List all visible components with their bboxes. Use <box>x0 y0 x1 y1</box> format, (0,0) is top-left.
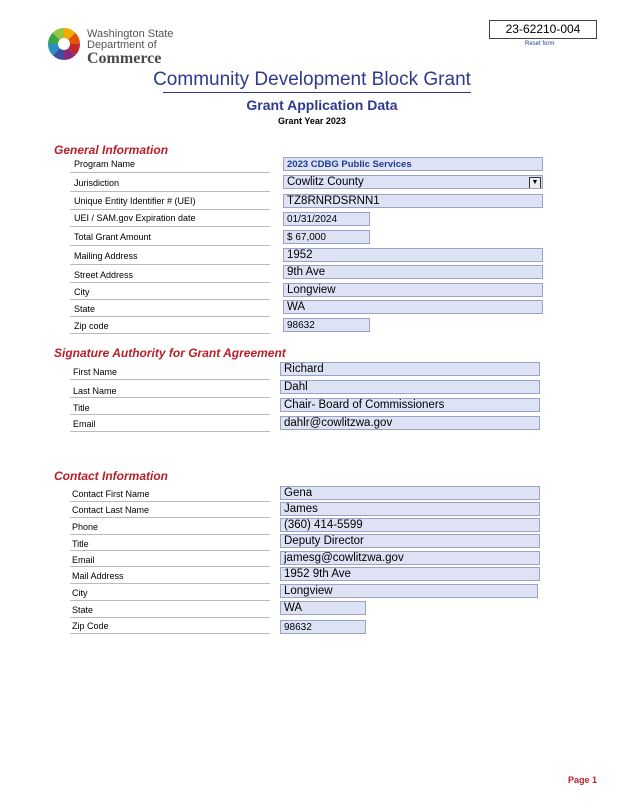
agency-name <box>87 29 173 67</box>
label-rule <box>70 501 270 502</box>
label-rule <box>70 299 270 300</box>
commerce-logo-icon <box>47 27 81 61</box>
zip-field[interactable]: 98632 <box>283 318 370 332</box>
label-contact-mail-address: Mail Address <box>72 571 124 581</box>
label-uei-expiration: UEI / SAM.gov Expiration date <box>74 213 196 223</box>
contact-state-field[interactable]: WA <box>280 601 366 615</box>
label-rule <box>70 534 270 535</box>
logo-line-2: Department of <box>87 39 157 51</box>
section-heading-signature: Signature Authority for Grant Agreement <box>54 346 286 360</box>
contact-email-field[interactable]: jamesg@cowlitzwa.gov <box>280 551 540 565</box>
sig-last-name-field[interactable]: Dahl <box>280 380 540 394</box>
label-uei: Unique Entity Identifier # (UEI) <box>74 196 196 206</box>
label-sig-title: Title <box>73 403 90 413</box>
label-rule <box>70 633 270 634</box>
sig-first-name-field[interactable]: Richard <box>280 362 540 376</box>
reset-form-button[interactable]: Reset form <box>525 41 555 47</box>
program-name-field[interactable]: 2023 CDBG Public Services <box>283 157 543 171</box>
label-rule <box>70 209 270 210</box>
label-contact-last-name: Contact Last Name <box>72 505 150 515</box>
state-field[interactable]: WA <box>283 300 543 314</box>
contact-city-field[interactable]: Longview <box>280 584 538 598</box>
page-subtitle: Grant Application Data <box>246 97 398 113</box>
page-number: Page 1 <box>568 775 598 785</box>
total-amount-field[interactable]: $ 67,000 <box>283 230 370 244</box>
label-rule <box>70 245 270 246</box>
contact-zip-field[interactable]: 98632 <box>280 620 366 634</box>
label-contact-title: Title <box>72 539 89 549</box>
label-rule <box>70 414 270 415</box>
dropdown-arrow-icon[interactable]: ▼ <box>529 177 541 189</box>
page-title: Community Development Block Grant <box>153 69 471 90</box>
uei-field[interactable]: TZ8RNRDSRNN1 <box>283 194 543 208</box>
contact-title-field[interactable]: Deputy Director <box>280 534 540 548</box>
label-rule <box>70 282 270 283</box>
label-zip: Zip code <box>74 321 109 331</box>
jurisdiction-value: Cowlitz County <box>287 176 364 188</box>
label-rule <box>70 316 270 317</box>
mailing-address-field[interactable]: 1952 <box>283 248 543 262</box>
label-rule <box>70 600 270 601</box>
label-rule <box>70 264 270 265</box>
grant-year: Grant Year 2023 <box>278 116 346 126</box>
label-rule <box>70 431 270 432</box>
section-heading-contact: Contact Information <box>54 469 168 483</box>
street-address-field[interactable]: 9th Ave <box>283 265 543 279</box>
sig-email-field[interactable]: dahlr@cowlitzwa.gov <box>280 416 540 430</box>
label-contact-state: State <box>72 605 94 615</box>
logo-line-1: Washington State <box>87 28 174 40</box>
label-rule <box>70 333 270 334</box>
label-sig-first-name: First Name <box>73 367 118 377</box>
contact-last-name-field[interactable]: James <box>280 502 540 516</box>
section-heading-general: General Information <box>54 143 169 157</box>
label-contact-zip: Zip Code <box>72 621 109 631</box>
label-mailing-address: Mailing Address <box>74 251 138 261</box>
label-rule <box>70 397 270 398</box>
label-rule <box>70 191 270 192</box>
label-rule <box>70 550 270 551</box>
contact-first-name-field[interactable]: Gena <box>280 486 540 500</box>
label-sig-last-name: Last Name <box>73 386 117 396</box>
label-rule <box>70 617 270 618</box>
label-rule <box>70 517 270 518</box>
logo-line-3: Commerce <box>87 50 162 67</box>
contact-phone-field[interactable]: (360) 414-5599 <box>280 518 540 532</box>
label-program-name: Program Name <box>74 159 136 169</box>
label-city: City <box>74 287 90 297</box>
label-sig-email: Email <box>73 419 96 429</box>
jurisdiction-select[interactable] <box>283 175 543 189</box>
contact-mail-address-field[interactable]: 1952 9th Ave <box>280 567 540 581</box>
city-field[interactable]: Longview <box>283 283 543 297</box>
label-rule <box>70 379 270 380</box>
label-contact-first-name: Contact First Name <box>72 489 150 499</box>
label-rule <box>70 172 270 173</box>
label-rule <box>70 566 270 567</box>
uei-expiration-field[interactable]: 01/31/2024 <box>283 212 370 226</box>
label-rule <box>70 226 270 227</box>
document-number-field[interactable]: 23-62210-004 <box>489 20 597 39</box>
title-underline <box>163 92 471 93</box>
label-total-amount: Total Grant Amount <box>74 232 152 242</box>
label-contact-city: City <box>72 588 88 598</box>
sig-title-field[interactable]: Chair- Board of Commissioners <box>280 398 540 412</box>
label-contact-phone: Phone <box>72 522 99 532</box>
label-contact-email: Email <box>72 555 95 565</box>
label-jurisdiction: Jurisdiction <box>74 178 120 188</box>
label-rule <box>70 583 270 584</box>
label-street-address: Street Address <box>74 270 134 280</box>
label-state: State <box>74 304 96 314</box>
